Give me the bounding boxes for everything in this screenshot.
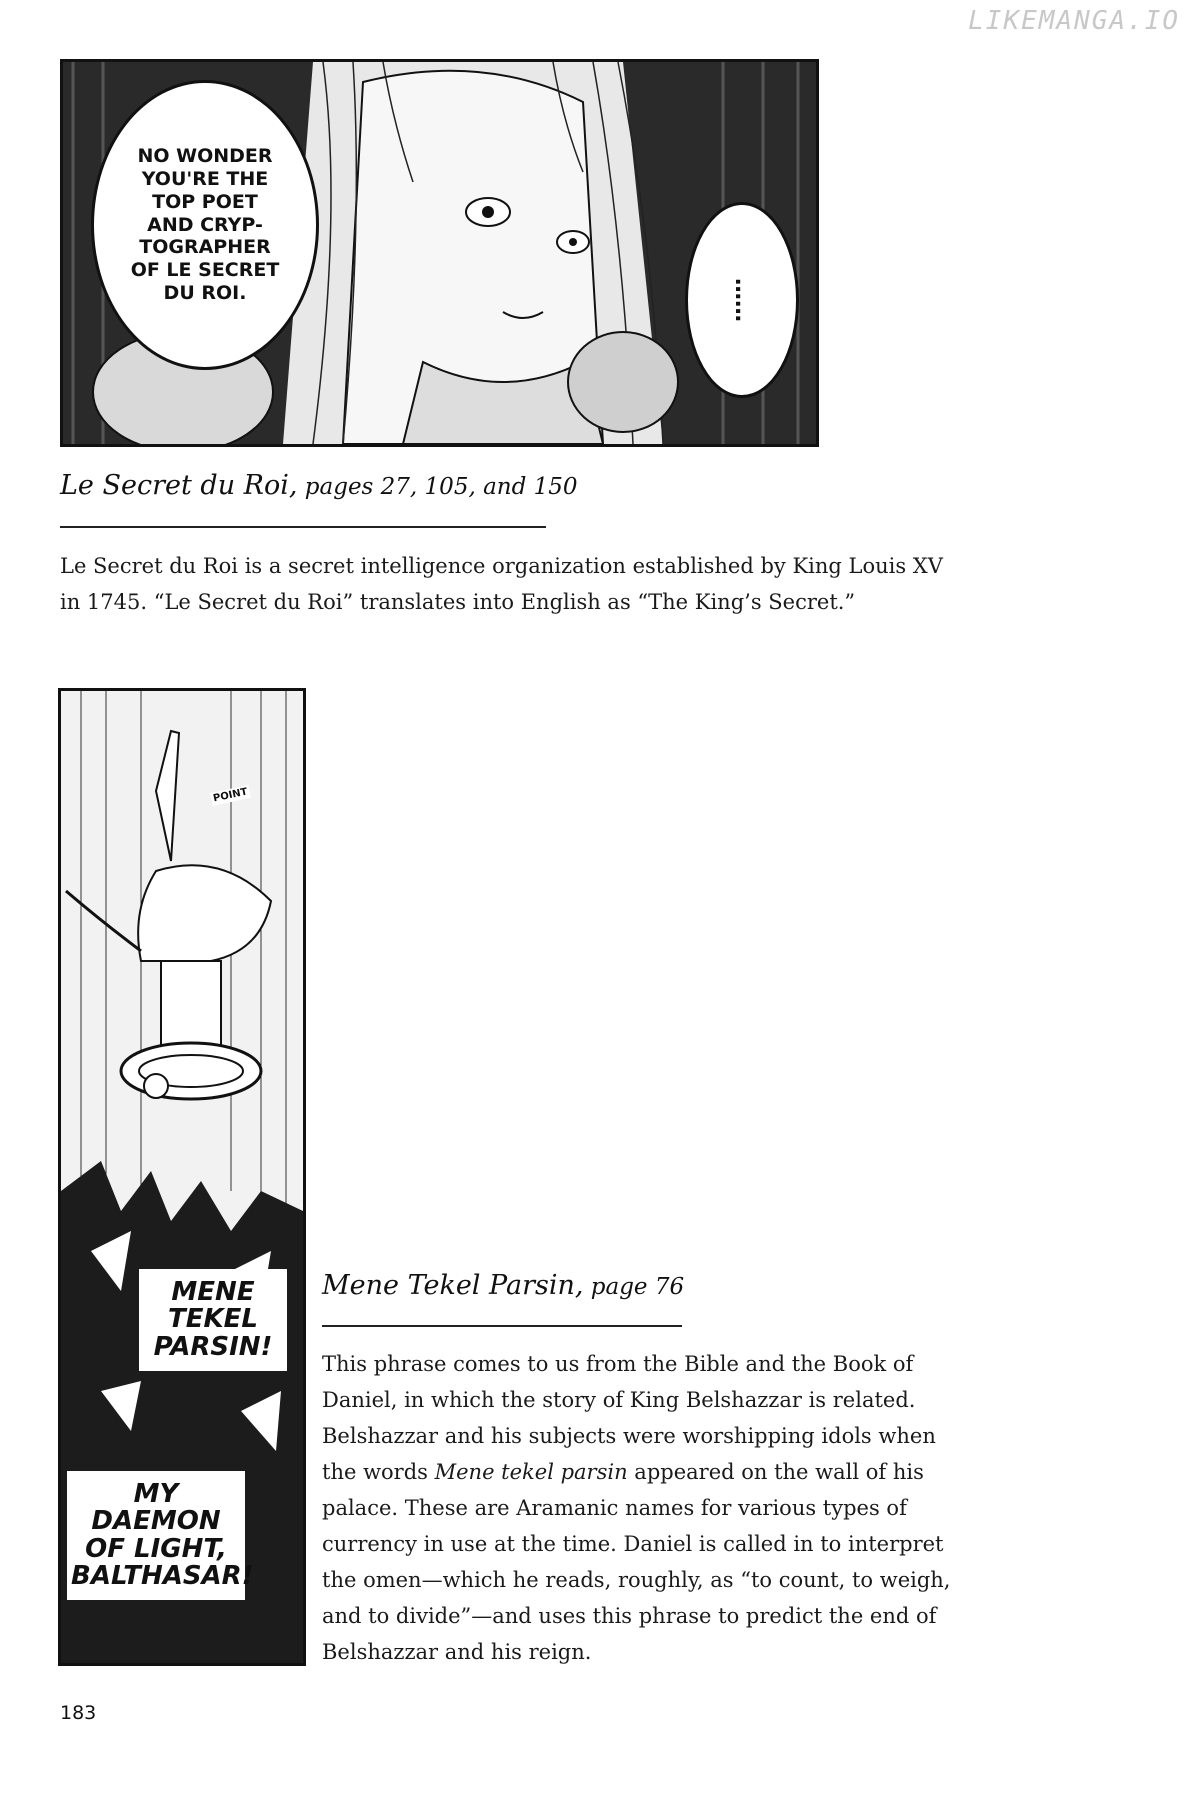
entry-body-mene-tekel bbox=[322, 1346, 962, 1670]
entry-title-mene-tekel bbox=[322, 1270, 684, 1301]
body-text-part: This phrase comes to us from the Bible and the Book of Daniel, in which the story of King Belshazzar is related. Belshazzar and his subjects were worshipping idols when the words bbox=[322, 1352, 936, 1484]
body-text-part: appeared on the wall of his palace. These are Aramanic names for various types of currency in use at the time. Daniel is called in to interpret the omen—which he reads, roughly, as “to count, to weigh, and to divide”—and uses this phrase to predict the end of Belshazzar and his reign. bbox=[322, 1460, 951, 1664]
entry-pages: pages 27, 105, and 150 bbox=[297, 474, 578, 500]
entry-body-le-secret: Le Secret du Roi is a secret intelligence organization established by King Louis XV in 1745. “Le Secret du Roi” translates into English as “The King’s Secret.” bbox=[60, 554, 943, 614]
speech-bubble-left: NO WONDER YOU'RE THE TOP POET AND CRYP- TOGRAPHER OF LE SECRET DU ROI. bbox=[91, 80, 319, 370]
shout-mene-tekel: MENE TEKEL PARSIN! bbox=[139, 1269, 287, 1371]
site-watermark: LIKEMANGA.IO bbox=[968, 6, 1180, 36]
speech-bubble-silence: …… bbox=[685, 202, 799, 398]
title-underline bbox=[322, 1325, 682, 1327]
entry-pages: page 76 bbox=[583, 1274, 685, 1300]
entry-title-le-secret bbox=[60, 470, 578, 501]
entry-title-text: Mene Tekel Parsin, bbox=[322, 1270, 584, 1301]
page-number: 183 bbox=[60, 1702, 97, 1724]
title-underline bbox=[60, 526, 546, 528]
manga-panel-top bbox=[60, 59, 819, 447]
shout-balthasar: MY DAEMON OF LIGHT, BALTHASAR! bbox=[67, 1471, 245, 1600]
sfx-point: POINT bbox=[210, 785, 251, 806]
manga-panel-bottom bbox=[58, 688, 306, 1666]
entry-title-text: Le Secret du Roi, bbox=[60, 470, 298, 501]
body-text-italic: Mene tekel parsin bbox=[434, 1460, 628, 1484]
